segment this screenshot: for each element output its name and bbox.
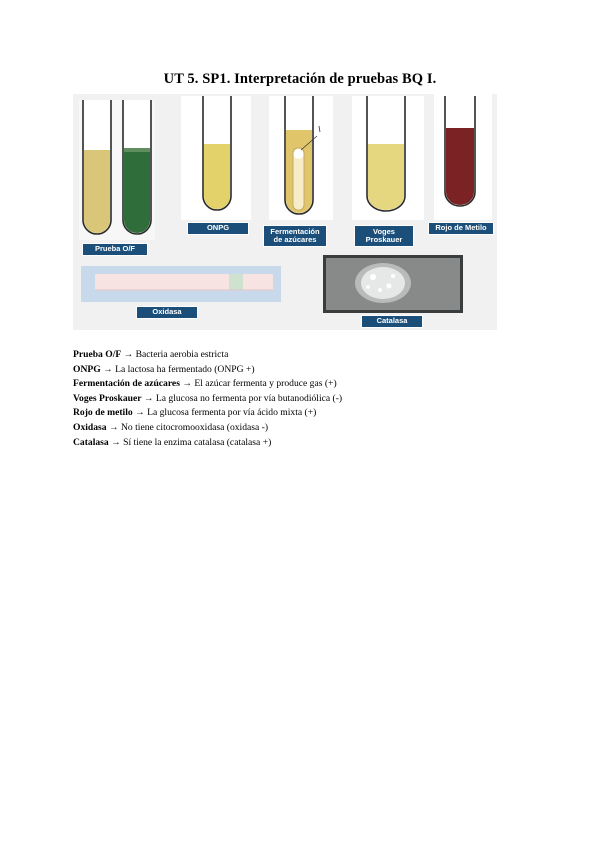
item-text: La glucosa fermenta por vía ácido mixta (+): [147, 407, 317, 419]
item-text: Sí tiene la enzima catalasa (catalasa +): [123, 436, 272, 448]
item-text: La lactosa ha fermentado (ONPG +): [115, 363, 255, 375]
label-catalasa: Catalasa: [361, 315, 423, 328]
arrow: →: [103, 363, 113, 375]
test-figure: [73, 94, 497, 330]
mr-tube-illustration: [441, 96, 479, 218]
of-tubes-illustration: [79, 100, 155, 240]
list-item: [73, 363, 553, 378]
item-term: Voges Proskauer: [73, 392, 142, 404]
item-text: No tiene citocromooxidasa (oxidasa -): [121, 421, 269, 433]
list-item: [73, 377, 553, 392]
arrow: →: [109, 421, 119, 433]
arrow: →: [111, 436, 121, 448]
item-term: Fermentación de azúcares: [73, 378, 180, 390]
list-item: [73, 348, 553, 363]
fermentation-tube-illustration: [283, 96, 327, 220]
item-text: El azúcar fermenta y produce gas (+): [194, 378, 337, 390]
list-item: [73, 392, 553, 407]
arrow: →: [182, 378, 192, 390]
label-rojo-de-metilo: Rojo de Metilo: [428, 222, 494, 235]
oxidase-strip-illustration: [81, 266, 281, 302]
list-item: [73, 436, 553, 451]
label-onpg: ONPG: [187, 222, 249, 235]
item-term: ONPG: [73, 363, 101, 375]
label-oxidasa: Oxidasa: [136, 306, 198, 319]
label-voges-proskauer: Voges Proskauer: [354, 225, 414, 247]
item-term: Oxidasa: [73, 421, 107, 433]
onpg-tube-illustration: [201, 96, 233, 220]
item-term: Rojo de metilo: [73, 407, 133, 419]
item-term: Prueba O/F: [73, 349, 122, 360]
page-title: UT 5. SP1. Interpretación de pruebas BQ I.: [163, 71, 437, 87]
results-list: [73, 348, 553, 450]
list-item: [73, 421, 553, 436]
list-item: [73, 406, 553, 421]
arrow: →: [123, 349, 134, 360]
vp-tube-illustration: [365, 96, 407, 220]
item-text: La glucosa no fermenta por vía butanodiólica (-): [155, 392, 343, 404]
arrow: →: [143, 392, 154, 404]
label-fermentacion: Fermentación de azúcares: [263, 225, 327, 247]
label-prueba-of: Prueba O/F: [82, 243, 148, 256]
item-term: Catalasa: [73, 436, 109, 448]
item-text: Bacteria aerobia estricta: [135, 349, 229, 360]
catalase-slide-illustration: [323, 255, 463, 313]
arrow: →: [135, 407, 145, 419]
